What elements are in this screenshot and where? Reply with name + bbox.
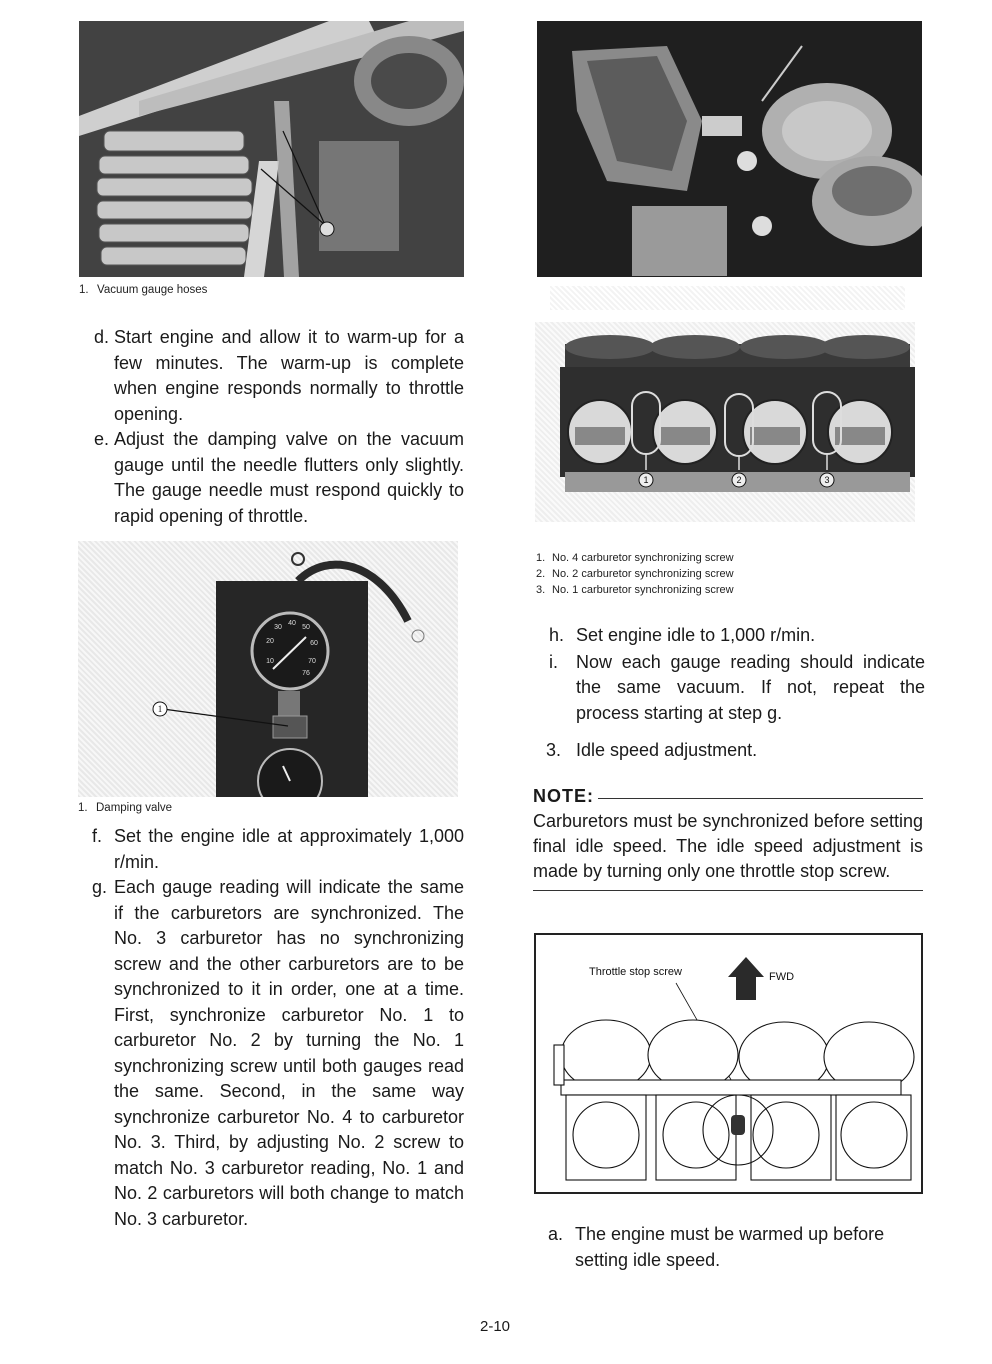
carburetor-bank-illustration xyxy=(535,322,915,522)
photo-carburetor-bank xyxy=(535,322,915,522)
svg-text:1: 1 xyxy=(643,475,649,485)
svg-text:70: 70 xyxy=(308,658,316,665)
step-a xyxy=(548,1222,924,1273)
step-marker: d. xyxy=(94,327,110,347)
throttle-stop-screw-diagram xyxy=(534,933,923,1194)
engine-cylinder-illustration xyxy=(79,21,464,277)
step-marker: h. xyxy=(549,625,565,645)
caption-item xyxy=(536,550,906,566)
vacuum-gauge-illustration xyxy=(78,541,458,797)
caption-text: Damping valve xyxy=(96,802,173,814)
svg-text:30: 30 xyxy=(274,624,282,631)
photo-engine-top xyxy=(537,21,922,277)
step-d xyxy=(94,325,464,427)
note-label: NOTE: xyxy=(533,786,594,806)
step-marker: e. xyxy=(94,429,110,449)
step-i xyxy=(549,650,925,727)
step-marker: f. xyxy=(92,826,103,846)
step-marker: i. xyxy=(549,651,558,672)
note-heading xyxy=(533,786,923,807)
caption-text: No. 1 carburetor synchronizing screw xyxy=(552,584,734,596)
step-text: Set engine idle to 1,000 r/min. xyxy=(576,625,816,645)
note-rule xyxy=(598,798,923,799)
step-text: The engine must be warmed up before setting idle speed. xyxy=(575,1224,885,1270)
carburetor-bank-caption-list xyxy=(536,550,906,598)
svg-text:3: 3 xyxy=(824,475,830,485)
note-text: Carburetors must be synchronized before setting final idle speed. The idle speed adjustment is made by turning only one throttle stop screw. xyxy=(533,811,923,881)
step-a-row xyxy=(548,1222,924,1273)
fwd-label: FWD xyxy=(769,971,795,983)
caption-item xyxy=(536,582,906,598)
caption-number: 1. xyxy=(536,552,546,564)
forward-arrow-icon xyxy=(728,957,764,1000)
step-marker: g. xyxy=(92,877,108,897)
step-f xyxy=(92,824,464,875)
caption-number: 1. xyxy=(79,284,89,296)
steps-h-i xyxy=(549,623,925,726)
step-h xyxy=(549,623,925,649)
svg-text:50: 50 xyxy=(302,624,310,631)
step-e xyxy=(94,427,464,529)
throttle-stop-screw-label: Throttle stop screw xyxy=(589,966,682,978)
figure-caption xyxy=(79,284,207,296)
photo-vacuum-gauge xyxy=(78,541,458,797)
step-marker: a. xyxy=(548,1224,564,1244)
steps-f-g xyxy=(92,824,464,1232)
section-number: 3. xyxy=(546,740,562,760)
svg-text:2: 2 xyxy=(736,475,742,485)
step-text: Start engine and allow it to warm-up for a few minutes. The warm-up is complete when engine responds normally to throttle opening. xyxy=(114,327,464,424)
step-text: Each gauge reading will indicate the same if the carburetors are synchronized. The No. 3 carburetor has no synchronizing screw and the other carburetors are to be synchronized to it in order, one at a time. First, synchronize carburetor No. 1 to carburetor No. 2 by turning the No. 1 synchronizing screw until both gauges read the same. Second, in the same way synchronize carburetor No. 4 to carburetor No. 3. Third, by adjusting No. 2 screw to match No. 3 carburetor reading, No. 1 and No. 2 carburetors will both change to match No. 3 carburetor. xyxy=(114,877,464,1229)
svg-text:40: 40 xyxy=(288,620,296,627)
caption-number: 1. xyxy=(78,802,88,814)
caption-text: No. 4 carburetor synchronizing screw xyxy=(552,552,734,564)
step-g xyxy=(92,875,464,1232)
step-text: Now each gauge reading should indicate the same vacuum. If not, repeat the process starting at step g. xyxy=(576,651,925,723)
engine-top-illustration xyxy=(537,21,922,277)
caption-item xyxy=(536,566,906,582)
caption-text: Vacuum gauge hoses xyxy=(97,284,208,296)
step-text: Set the engine idle at approximately 1,000 r/min. xyxy=(114,826,464,872)
svg-text:10: 10 xyxy=(266,658,274,665)
svg-text:76: 76 xyxy=(302,670,310,677)
section-title: Idle speed adjustment. xyxy=(576,740,758,760)
section-idle-speed-adjustment xyxy=(546,738,757,764)
steps-d-e xyxy=(94,325,464,529)
svg-text:20: 20 xyxy=(266,638,274,645)
note-bottom-rule xyxy=(533,890,923,891)
caption-text: No. 2 carburetor synchronizing screw xyxy=(552,568,734,580)
caption-number: 3. xyxy=(536,584,546,596)
photo-engine-top-caption-area xyxy=(550,286,905,310)
svg-text:60: 60 xyxy=(310,640,318,647)
note-block xyxy=(533,786,923,891)
page-number: 2-10 xyxy=(480,1318,511,1335)
photo-vacuum-gauge-hoses xyxy=(79,21,464,277)
svg-text:1: 1 xyxy=(157,704,163,714)
step-text: Adjust the damping valve on the vacuum gauge until the needle flutters only slightly. The gauge needle must respond quickly to rapid opening of throttle. xyxy=(114,429,464,526)
caption-number: 2. xyxy=(536,568,546,580)
carburetor-line-drawing xyxy=(536,935,921,1192)
figure-caption xyxy=(78,802,172,814)
